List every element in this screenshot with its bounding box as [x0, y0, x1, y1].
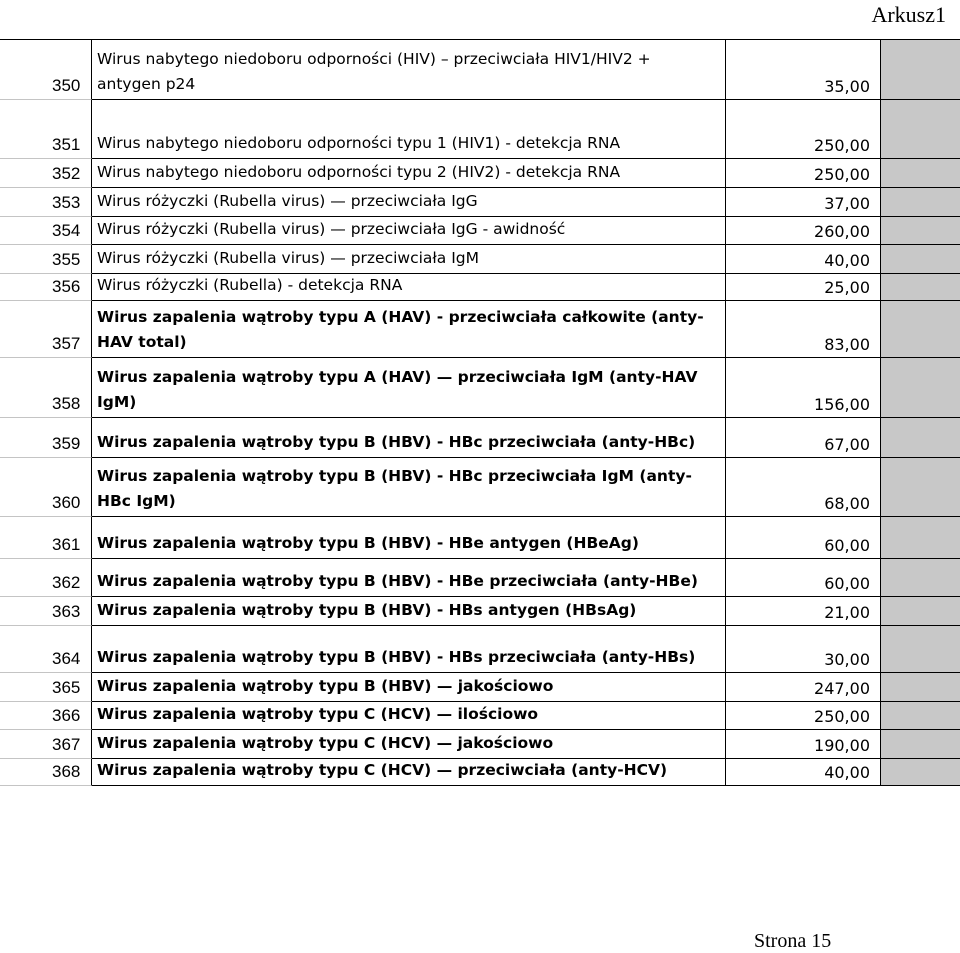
price-value: 250,00 [814, 165, 870, 184]
test-name: Wirus zapalenia wątroby typu A (HAV) - przeciwciała całkowite (anty-HAV total) [97, 308, 704, 351]
table-row [0, 418, 960, 458]
row-number-cell [0, 673, 92, 702]
row-number-cell [0, 217, 92, 245]
table-row [0, 217, 960, 245]
table-row [0, 626, 960, 673]
table-row [0, 301, 960, 358]
price-cell [726, 458, 881, 517]
price-cell [726, 418, 881, 458]
shaded-cell [881, 159, 960, 188]
row-number: 354 [52, 221, 81, 240]
price-cell [726, 40, 881, 100]
shaded-cell [881, 358, 960, 418]
row-number-cell [0, 702, 92, 730]
test-name: Wirus nabytego niedoboru odporności typu 2 (HIV2) - detekcja RNA [97, 163, 621, 181]
test-name: Wirus nabytego niedoboru odporności (HIV) – przeciwciała HIV1/HIV2 + antygen p24 [97, 50, 651, 93]
table-row [0, 702, 960, 730]
test-name-cell [92, 559, 726, 597]
shaded-cell [881, 418, 960, 458]
price-cell [726, 517, 881, 559]
price-value: 40,00 [824, 763, 870, 782]
price-table [0, 39, 960, 786]
shaded-cell [881, 626, 960, 673]
shaded-cell [881, 517, 960, 559]
price-value: 68,00 [824, 494, 870, 513]
price-value: 250,00 [814, 136, 870, 155]
price-cell [726, 559, 881, 597]
test-name-cell [92, 626, 726, 673]
row-number: 358 [52, 394, 81, 413]
price-cell [726, 358, 881, 418]
table-row [0, 673, 960, 702]
shaded-cell [881, 40, 960, 100]
test-name-cell [92, 40, 726, 100]
sheet-name: Arkusz1 [871, 2, 946, 27]
test-name: Wirus zapalenia wątroby typu B (HBV) - HBc przeciwciała IgM (anty-HBc IgM) [97, 467, 692, 510]
table-row [0, 274, 960, 301]
test-name: Wirus zapalenia wątroby typu B (HBV) - HBs przeciwciała (anty-HBs) [97, 648, 696, 666]
table-row [0, 517, 960, 559]
test-name-cell [92, 159, 726, 188]
shaded-cell [881, 217, 960, 245]
price-cell [726, 159, 881, 188]
row-number: 360 [52, 493, 81, 512]
shaded-cell [881, 188, 960, 217]
row-number: 351 [52, 135, 81, 154]
test-name-cell [92, 759, 726, 786]
test-name-cell [92, 301, 726, 358]
row-number-cell [0, 759, 92, 786]
row-number-cell [0, 597, 92, 626]
row-number: 365 [52, 678, 81, 697]
row-number-cell [0, 301, 92, 358]
price-value: 21,00 [824, 603, 870, 622]
row-number-cell [0, 274, 92, 301]
shaded-cell [881, 702, 960, 730]
shaded-cell [881, 559, 960, 597]
price-value: 190,00 [814, 736, 870, 755]
table-row [0, 597, 960, 626]
row-number: 350 [52, 76, 81, 95]
table-row [0, 759, 960, 786]
table-row [0, 159, 960, 188]
price-value: 83,00 [824, 335, 870, 354]
row-number: 367 [52, 735, 81, 754]
row-number: 364 [52, 649, 81, 668]
price-value: 25,00 [824, 278, 870, 297]
price-value: 156,00 [814, 395, 870, 414]
price-value: 247,00 [814, 679, 870, 698]
row-number: 353 [52, 193, 81, 212]
table-row [0, 559, 960, 597]
price-cell [726, 217, 881, 245]
table-row [0, 188, 960, 217]
row-number-cell [0, 358, 92, 418]
page-number: Strona 15 [754, 930, 832, 952]
test-name-cell [92, 597, 726, 626]
test-name: Wirus zapalenia wątroby typu C (HCV) — jakościowo [97, 734, 554, 752]
price-value: 40,00 [824, 251, 870, 270]
shaded-cell [881, 458, 960, 517]
test-name: Wirus nabytego niedoboru odporności typu 1 (HIV1) - detekcja RNA [97, 134, 621, 152]
row-number: 362 [52, 573, 81, 592]
test-name-cell [92, 517, 726, 559]
row-number-cell [0, 517, 92, 559]
price-value: 60,00 [824, 574, 870, 593]
test-name: Wirus różyczki (Rubella virus) — przeciwciała IgG - awidność [97, 220, 566, 238]
shaded-cell [881, 673, 960, 702]
shaded-cell [881, 301, 960, 358]
row-number-cell [0, 559, 92, 597]
shaded-cell [881, 759, 960, 786]
row-number: 352 [52, 164, 81, 183]
price-cell [726, 673, 881, 702]
shaded-cell [881, 274, 960, 301]
row-number-cell [0, 100, 92, 159]
row-number: 363 [52, 602, 81, 621]
shaded-cell [881, 597, 960, 626]
shaded-cell [881, 100, 960, 159]
price-cell [726, 759, 881, 786]
price-cell [726, 188, 881, 217]
price-value: 37,00 [824, 194, 870, 213]
shaded-cell [881, 245, 960, 274]
test-name-cell [92, 458, 726, 517]
price-cell [726, 597, 881, 626]
test-name-cell [92, 217, 726, 245]
row-number: 357 [52, 334, 81, 353]
price-value: 35,00 [824, 77, 870, 96]
row-number: 366 [52, 706, 81, 725]
price-value: 67,00 [824, 435, 870, 454]
row-number-cell [0, 159, 92, 188]
test-name: Wirus zapalenia wątroby typu B (HBV) — jakościowo [97, 677, 554, 695]
row-number: 361 [52, 535, 81, 554]
price-value: 250,00 [814, 707, 870, 726]
price-value: 60,00 [824, 536, 870, 555]
row-number-cell [0, 245, 92, 274]
test-name-cell [92, 673, 726, 702]
price-value: 260,00 [814, 222, 870, 241]
row-number-cell [0, 418, 92, 458]
row-number-cell [0, 188, 92, 217]
test-name-cell [92, 274, 726, 301]
test-name-cell [92, 100, 726, 159]
table-row [0, 100, 960, 159]
test-name: Wirus zapalenia wątroby typu B (HBV) - HBe przeciwciała (anty-HBe) [97, 572, 698, 590]
test-name: Wirus zapalenia wątroby typu C (HCV) — przeciwciała (anty-HCV) [97, 761, 668, 779]
test-name-cell [92, 358, 726, 418]
price-cell [726, 301, 881, 358]
price-value: 30,00 [824, 650, 870, 669]
price-cell [726, 245, 881, 274]
row-number-cell [0, 458, 92, 517]
price-cell [726, 626, 881, 673]
test-name-cell [92, 418, 726, 458]
test-name: Wirus zapalenia wątroby typu B (HBV) - HBe antygen (HBeAg) [97, 534, 639, 552]
test-name: Wirus różyczki (Rubella virus) — przeciwciała IgM [97, 249, 480, 267]
price-cell [726, 274, 881, 301]
test-name: Wirus zapalenia wątroby typu B (HBV) - HBc przeciwciała (anty-HBc) [97, 433, 696, 451]
row-number: 355 [52, 250, 81, 269]
row-number: 356 [52, 277, 81, 296]
test-name: Wirus zapalenia wątroby typu B (HBV) - HBs antygen (HBsAg) [97, 601, 637, 619]
row-number-cell [0, 730, 92, 759]
test-name: Wirus różyczki (Rubella virus) — przeciwciała IgG [97, 192, 478, 210]
test-name-cell [92, 188, 726, 217]
table-row [0, 245, 960, 274]
test-name-cell [92, 702, 726, 730]
table-row [0, 730, 960, 759]
table-row [0, 458, 960, 517]
row-number-cell [0, 626, 92, 673]
shaded-cell [881, 730, 960, 759]
price-cell [726, 100, 881, 159]
row-number: 368 [52, 762, 81, 781]
test-name-cell [92, 245, 726, 274]
test-name: Wirus różyczki (Rubella) - detekcja RNA [97, 276, 403, 294]
table-row [0, 358, 960, 418]
price-cell [726, 702, 881, 730]
test-name: Wirus zapalenia wątroby typu C (HCV) — ilościowo [97, 705, 539, 723]
row-number-cell [0, 40, 92, 100]
test-name: Wirus zapalenia wątroby typu A (HAV) — przeciwciała IgM (anty-HAV IgM) [97, 368, 698, 411]
table-row [0, 40, 960, 100]
price-cell [726, 730, 881, 759]
row-number: 359 [52, 434, 81, 453]
test-name-cell [92, 730, 726, 759]
